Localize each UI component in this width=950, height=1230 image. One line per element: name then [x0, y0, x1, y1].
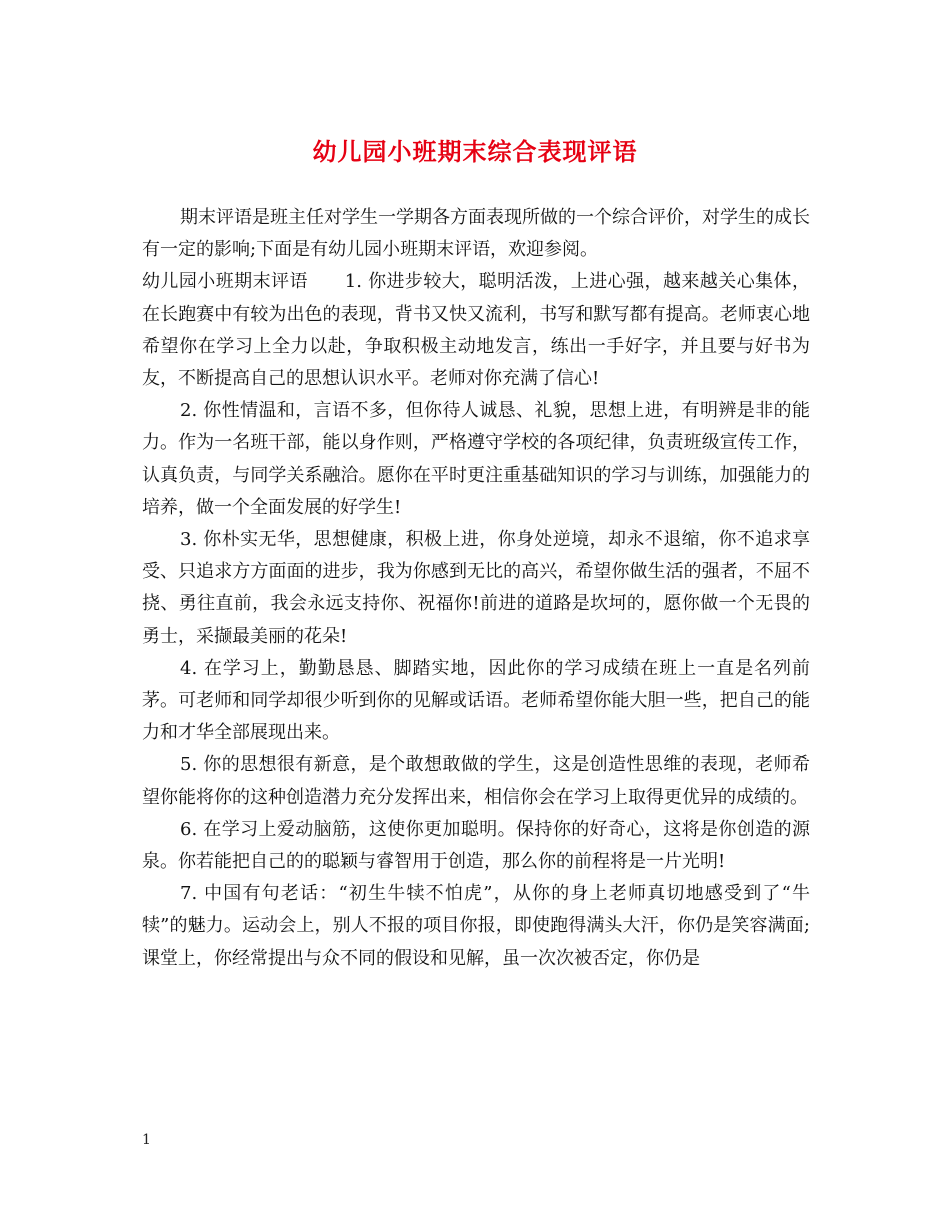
comment-paragraph-6: 6. 在学习上爱动脑筋，这使你更加聪明。保持你的好奇心，这将是你创造的源泉。你若能把自己的的聪颖与睿智用于创造，那么你的前程将是一片光明! — [142, 818, 810, 873]
comment-paragraph-2: 2. 你性情温和，言语不多，但你待人诚恳、礼貌，思想上进，有明辨是非的能力。作为一名班干部，能以身作则，严格遵守学校的各项纪律，负责班级宣传工作，认真负责，与同学关系融洽。愿你在平时更注重基础知识的学习与训练，加强能力的培养，做一个全面发展的好学生! — [142, 400, 810, 518]
comment-paragraph-3: 3. 你朴实无华，思想健康，积极上进，你身处逆境，却永不退缩，你不追求享受、只追求方方面面的进步，我为你感到无比的高兴，希望你做生活的强者，不屈不挠、勇往直前，我会永远支持你、祝福你!前进的道路是坎坷的，愿你做一个无畏的勇士，采撷最美丽的花朵! — [142, 529, 810, 647]
document-body — [142, 202, 810, 975]
document-title: 幼儿园小班期末综合表现评语 — [312, 137, 638, 166]
page-number: 1 — [142, 1132, 151, 1148]
comment-paragraph-4: 4. 在学习上，勤勤恳恳、脚踏实地，因此你的学习成绩在班上一直是名列前茅。可老师和同学却很少听到你的见解或话语。老师希望你能大胆一些，把自己的能力和才华全部展现出来。 — [142, 657, 810, 744]
comment-paragraph-7: 7. 中国有句老话：“初生牛犊不怕虎”，从你的身上老师真切地感受到了“牛犊”的魅力。运动会上，别人不报的项目你报，即使跑得满头大汗，你仍是笑容满面;课堂上，你经常提出与众不同的假设和见解，虽一次次被否定，你仍是 — [142, 883, 810, 969]
comment-paragraph-1: 幼儿园小班期末评语 1. 你进步较大，聪明活泼，上进心强，越来越关心集体，在长跑赛中有较为出色的表现，背书又快又流利，书写和默写都有提高。老师衷心地希望你在学习上全力以赴，争取积极主动地发言，练出一手好字，并且要与好书为友，不断提高自己的思想认识水平。老师对你充满了信心! — [142, 271, 810, 390]
intro-paragraph: 期末评语是班主任对学生一学期各方面表现所做的一个综合评价，对学生的成长有一定的影响;下面是有幼儿园小班期末评语，欢迎参阅。 — [142, 207, 810, 261]
comment-paragraph-5: 5. 你的思想很有新意，是个敢想敢做的学生，这是创造性思维的表现，老师希望你能将你的这种创造潜力充分发挥出来，相信你会在学习上取得更优异的成绩的。 — [142, 754, 810, 808]
